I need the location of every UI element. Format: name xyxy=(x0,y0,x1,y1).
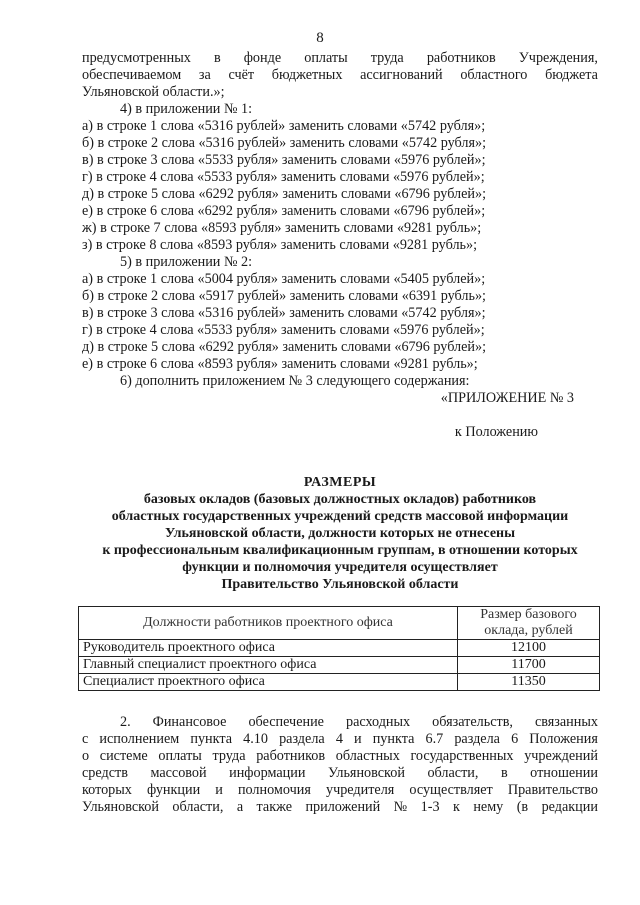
word: информации xyxy=(229,765,306,781)
word: счёт xyxy=(228,67,255,83)
heading-title: РАЗМЕРЫ xyxy=(303,475,377,490)
item-5-line: г) в строке 4 слова «5533 рубля» заменить словами «5976 рублей»; xyxy=(82,322,485,338)
word: области, xyxy=(427,765,479,781)
appendix-heading xyxy=(82,474,598,593)
item-4-list xyxy=(82,118,598,254)
word: бюджета xyxy=(545,67,598,83)
item-5-line: б) в строке 2 слова «5917 рублей» заменить словами «6391 рубль»; xyxy=(82,288,487,304)
word: средств xyxy=(82,765,128,781)
item-4-line: б) в строке 2 слова «5316 рублей» заменить словами «5742 рубля»; xyxy=(82,135,487,151)
word: бюджетных xyxy=(271,67,343,83)
item-4-line: г) в строке 4 слова «5533 рубля» заменить словами «5976 рублей»; xyxy=(82,169,485,185)
word: Ульяновской xyxy=(327,765,405,781)
word: работников xyxy=(426,50,496,66)
paragraph-2 xyxy=(82,714,598,816)
word: о xyxy=(82,748,90,764)
word: к xyxy=(452,799,460,815)
salary-cell: 12100 xyxy=(458,640,600,657)
word: за xyxy=(198,67,211,83)
item-5-list xyxy=(82,271,598,373)
word: Ульяновской xyxy=(82,799,159,815)
salary-cell: 11700 xyxy=(458,657,600,674)
word: обеспечение xyxy=(248,714,324,730)
word: раздела xyxy=(454,731,500,747)
salary-cell: 11350 xyxy=(458,674,600,691)
item-4-title: 4) в приложении № 1: xyxy=(120,101,253,117)
paragraph-2-line xyxy=(82,731,598,748)
item-4-line: в) в строке 3 слова «5533 рубля» заменить словами «5976 рублей»; xyxy=(82,152,486,168)
word: с xyxy=(82,731,89,747)
word: обязательств, xyxy=(432,714,513,730)
word: нему xyxy=(473,799,504,815)
salary-table xyxy=(78,606,600,691)
position-cell: Специалист проектного офиса xyxy=(79,674,458,691)
intro-line xyxy=(82,67,598,84)
word: 4.10 xyxy=(243,731,268,747)
page-number: 8 xyxy=(316,30,324,46)
item-4-line: з) в строке 8 слова «8593 рубля» заменить словами «9281 рубль»; xyxy=(82,237,478,253)
item-4-line: д) в строке 5 слова «6292 рубля» заменить словами «6796 рублей»; xyxy=(82,186,487,202)
word: Правительство xyxy=(507,782,598,798)
position-cell: Главный специалист проектного офиса xyxy=(79,657,458,674)
intro-paragraph xyxy=(82,50,598,84)
appendix-label: «ПРИЛОЖЕНИЕ № 3 xyxy=(440,390,574,406)
word: труда xyxy=(212,748,246,764)
heading-line: к профессиональным квалификационным группам, в отношении которых xyxy=(102,543,578,558)
word: а xyxy=(236,799,244,815)
word: 6.7 xyxy=(425,731,444,747)
word: государственных xyxy=(410,748,514,764)
word: пункта xyxy=(190,731,233,747)
intro-line xyxy=(82,50,598,67)
heading-line: Правительство Ульяновской области xyxy=(221,577,459,592)
paragraph-2-line xyxy=(82,714,598,731)
word: работников xyxy=(256,748,326,764)
paragraph-2-line xyxy=(82,765,598,782)
word: в xyxy=(213,50,221,66)
word: отношении xyxy=(530,765,598,781)
scan-top-edge xyxy=(0,2,640,6)
intro-last-line: Ульяновской области.»; xyxy=(82,84,225,100)
item-5-title: 5) в приложении № 2: xyxy=(120,254,253,270)
heading-lines xyxy=(82,491,598,593)
word: редакции xyxy=(541,799,598,815)
word: в xyxy=(500,765,508,781)
word: области, xyxy=(172,799,224,815)
word: массовой xyxy=(150,765,207,781)
word: Учреждения, xyxy=(518,50,598,66)
word: 4 xyxy=(335,731,343,747)
table-row xyxy=(79,640,600,657)
heading-line: областных государственных учреждений средств массовой информации xyxy=(111,509,569,524)
word: предусмотренных xyxy=(82,50,191,66)
word: осуществляет xyxy=(409,782,493,798)
item-5-line: в) в строке 3 слова «5316 рублей» заменить словами «5742 рубля»; xyxy=(82,305,486,321)
heading-line: функции и полномочия учредителя осуществляет xyxy=(182,560,498,575)
word: № xyxy=(393,799,408,815)
word: оплаты xyxy=(304,50,348,66)
heading-line: Ульяновской области, должности которых не отнесены xyxy=(164,526,516,541)
word: исполнением xyxy=(99,731,180,747)
word: и xyxy=(354,731,362,747)
word: областных xyxy=(335,748,400,764)
appendix-ref: к Положению xyxy=(454,424,538,440)
word: системе xyxy=(99,748,148,764)
col-header-salary xyxy=(458,607,600,640)
word: обеспечиваемом xyxy=(82,67,182,83)
scan-bottom-edge xyxy=(0,899,640,903)
word: 6 xyxy=(511,731,519,747)
item-6: 6) дополнить приложением № 3 следующего содержания: xyxy=(120,373,470,389)
word: пункта xyxy=(372,731,415,747)
word: (в xyxy=(516,799,529,815)
word: и xyxy=(215,782,223,798)
word: Финансовое xyxy=(152,714,227,730)
table-row xyxy=(79,657,600,674)
document-body xyxy=(82,50,598,816)
word: учреждений xyxy=(524,748,598,764)
word: областного xyxy=(460,67,528,83)
col-header-salary-line1: Размер базового xyxy=(480,607,577,622)
word: которых xyxy=(82,782,132,798)
item-4-line: ж) в строке 7 слова «8593 рубля» заменить словами «9281 рубль»; xyxy=(82,220,482,236)
word: 1-3 xyxy=(420,799,440,815)
word: функции xyxy=(146,782,201,798)
paragraph-2-line xyxy=(82,799,598,816)
word: связанных xyxy=(534,714,598,730)
word: приложений xyxy=(305,799,381,815)
paragraph-2-line xyxy=(82,782,598,799)
paragraph-2-line xyxy=(82,748,598,765)
word: раздела xyxy=(279,731,325,747)
word: труда xyxy=(370,50,404,66)
col-header-salary-line2: оклада, рублей xyxy=(484,623,573,638)
word: оплаты xyxy=(158,748,202,764)
item-4-line: а) в строке 1 слова «5316 рублей» заменить словами «5742 рубля»; xyxy=(82,118,486,134)
item-5-line: а) в строке 1 слова «5004 рубля» заменить словами «5405 рублей»; xyxy=(82,271,486,287)
word: фонде xyxy=(243,50,282,66)
word: 2. xyxy=(120,714,131,730)
item-4-line: е) в строке 6 слова «6292 рубля» заменить словами «6796 рублей»; xyxy=(82,203,486,219)
table-header-row xyxy=(79,607,600,640)
word: также xyxy=(256,799,293,815)
word: расходных xyxy=(345,714,411,730)
item-5-line: д) в строке 5 слова «6292 рубля» заменить словами «6796 рублей»; xyxy=(82,339,487,355)
col-header-position: Должности работников проектного офиса xyxy=(79,607,458,640)
table-row xyxy=(79,674,600,691)
heading-line: базовых окладов (базовых должностных окладов) работников xyxy=(143,492,537,507)
word: полномочия xyxy=(237,782,311,798)
word: Положения xyxy=(529,731,598,747)
word: ассигнований xyxy=(360,67,443,83)
table-body xyxy=(79,640,600,691)
word: учредителя xyxy=(325,782,395,798)
item-5-line: е) в строке 6 слова «8593 рубля» заменить словами «9281 рубль»; xyxy=(82,356,478,372)
position-cell: Руководитель проектного офиса xyxy=(79,640,458,657)
